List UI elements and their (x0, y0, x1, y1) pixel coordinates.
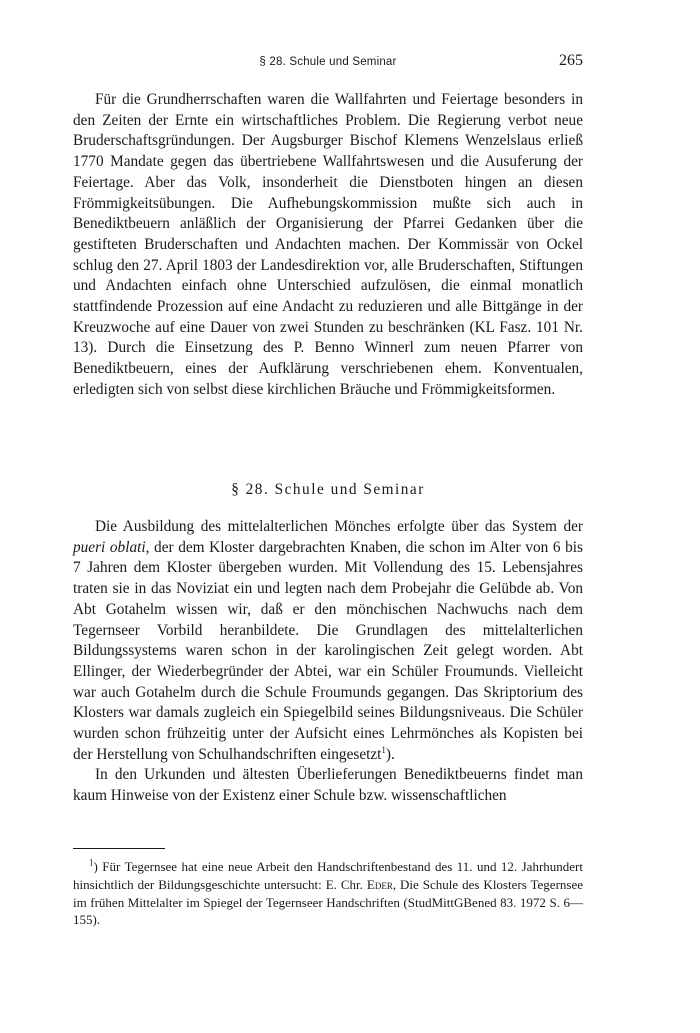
paragraph-text: Die Ausbildung des mittelalterlichen Mönches erfolgte über das System der (95, 518, 583, 535)
running-head-title: § 28. Schule und Seminar (259, 56, 397, 68)
section-body-text (73, 517, 583, 807)
footnote-reference[interactable]: 1 (381, 744, 386, 755)
footnote-text: , Die Schule des Klosters Tegernsee im frühen Mittelalter im Spiegel der Tegernseer Handschriften (StudMittGBened 83. 1972 S. 6—155). (73, 876, 583, 928)
page-number: 265 (559, 52, 583, 69)
footnote-author: Eder (366, 876, 393, 892)
footnote-marker: 1 (89, 857, 94, 868)
paragraph (73, 517, 583, 765)
body-text-block (73, 90, 583, 401)
paragraph-text: ). (385, 745, 395, 763)
footnotes (73, 858, 583, 929)
paragraph: In den Urkunden und ältesten Überlieferungen Benediktbeuerns findet man kaum Hinweise von der Existenz einer Schule bzw. wissenschaftlichen (73, 766, 583, 805)
paragraph-text: der dem Kloster dargebrachten Knaben, die schon im Alter von 6 bis 7 Jahren dem Kloster übergeben wurden. Mit Vollendung des 15. Lebensjahres traten sie in das Noviziat ein und legten nach dem Probejahr die Gelübde ab. Von Abt Gotahelm wissen wir, daß er den mönchischen Nachwuchs nach dem Tegernseer Vorbild heranbildete. Die Grundlagen des mittelalterlichen Bildungssystems waren schon in der karolingischen Zeit gelegt worden. Abt Ellinger, der Wiederbegründer der Abtei, war ein Schüler Froumunds. Vielleicht war auch Gotahelm durch die Schule Froumunds gegangen. Das Skriptorium des Klosters war damals zugleich ein Spiegelbild seines Bildungsniveaus. Die Schüler wurden schon frühzeitig unter der Aufsicht eines Lehrmönches als Kopisten bei der Herstellung von Schulhandschriften eingesetzt (73, 538, 584, 763)
running-head (73, 52, 583, 74)
footnote-text: ) Für Tegernsee hat eine neue Arbeit den Handschriftenbestand des 11. und 12. Jahrhundert hinsichtlich der Bildungsgeschichte untersucht: E. Chr. (73, 859, 583, 892)
paragraph: Für die Grundherrschaften waren die Wallfahrten und Feiertage besonders in den Zeiten der Ernte ein wirtschaftliches Problem. Die Regierung verbot neue Bruderschaftsgründungen. Der Augsburger Bischof Klemens Wenzelslaus erließ 1770 Mandate gegen das übertriebene Wallfahrtswesen und die Ausuferung der Feiertage. Aber das Volk, insonderheit die Dienstboten hingen an diesen Frömmigkeitsübungen. Die Aufhebungskommission mußte sich auch in Benediktbeuern anläßlich der Organisierung der Pfarrei Gedanken über die gestifteten Bruderschaften und Andachten machen. Der Kommissär von Ockel schlug den 27. April 1803 der Landesdirektion vor, alle Bruderschaften, Stiftungen und Andachten einfach ohne Unterschied aufzulösen, die einmal monatlich stattfindende Prozession auf eine Andacht zu reduzieren und alle Bittgänge in der Kreuzwoche auf eine Dauer von zwei Stunden zu beschränken (KL Fasz. 101 Nr. 13). Durch die Einsetzung des P. Benno Winnerl zum neuen Pfarrer von Benediktbeuern, eines der Aufklärung verschriebenen ehem. Konventualen, erledigten sich von selbst diese kirchlichen Bräuche und Frömmigkeitsformen. (73, 91, 583, 398)
footnote (73, 858, 583, 929)
latin-term: pueri oblati, (73, 538, 150, 556)
section-heading: § 28. Schule und Seminar (231, 481, 425, 498)
footnote-divider (73, 848, 165, 849)
